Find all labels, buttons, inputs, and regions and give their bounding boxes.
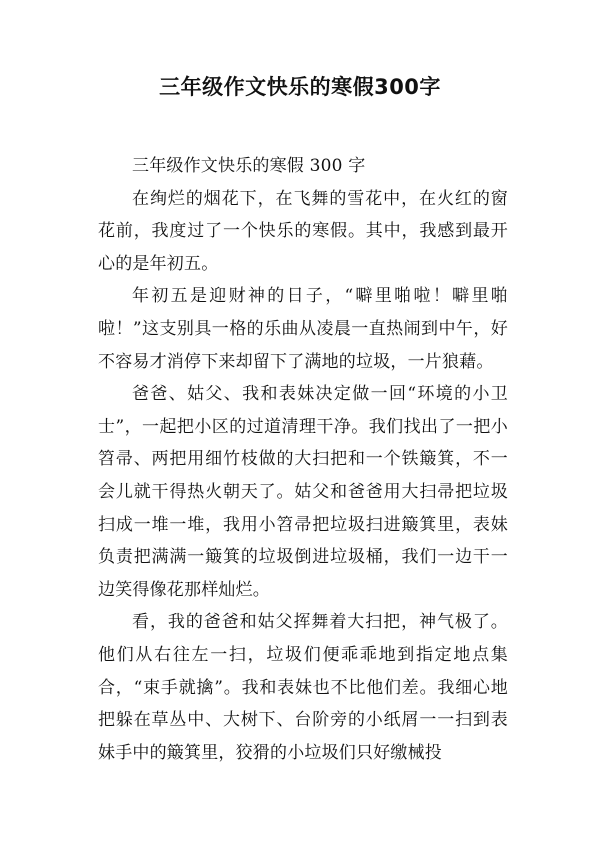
- paragraph: 年初五是迎财神的日子，“噼里啪啦！噼里啪啦！”这支别具一格的乐曲从凌晨一直热闹到中午，好不容易才消停下来却留下了满地的垃圾，一片狼藉。: [98, 286, 508, 372]
- document-body: [98, 150, 508, 769]
- paragraph: 在绚烂的烟花下，在飞舞的雪花中，在火红的窗花前，我度过了一个快乐的寒假。其中，我感到最开心的是年初五。: [98, 188, 508, 274]
- paragraph-heading: 三年级作文快乐的寒假 300 字: [132, 156, 366, 176]
- paragraph: 看，我的爸爸和姑父挥舞着大扫把，神气极了。他们从右往左一扫，垃圾们便乖乖地到指定地点集合，“束手就擒”。我和表妹也不比他们差。我细心地把躲在草丛中、大树下、台阶旁的小纸屑一一扫到表妹手中的簸箕里，狡猾的小垃圾们只好缴械投: [98, 612, 508, 763]
- document-title: 三年级作文快乐的寒假300字: [159, 75, 441, 99]
- paragraph: 爸爸、姑父、我和表妹决定做一回“环境的小卫士”，一起把小区的过道清理干净。我们找出了一把小笤帚、两把用细竹枝做的大扫把和一个铁簸箕，不一会儿就干得热火朝天了。姑父和爸爸用大扫帚把垃圾扫成一堆一堆，我用小笤帚把垃圾扫进簸箕里，表妹负责把满满一簸箕的垃圾倒进垃圾桶，我们一边干一边笑得像花那样灿烂。: [98, 384, 508, 600]
